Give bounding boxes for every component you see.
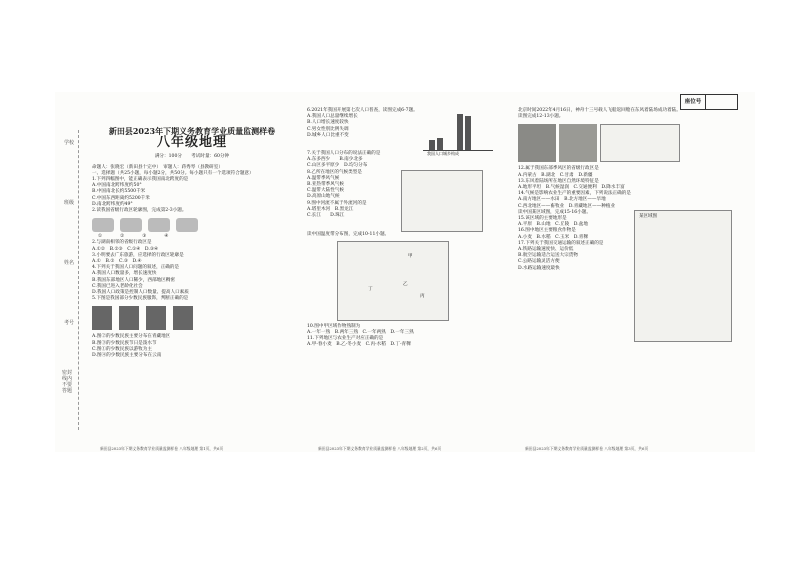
c3-line: 读中国某区域图，完成15-16小题。: [518, 209, 591, 215]
c1-line: B.图③的少数民族节日是泼水节: [92, 340, 157, 346]
c1-line: C.图①的少数民族以游牧为主: [92, 346, 152, 352]
c1-line: B.中国南北长约5500千米: [92, 189, 146, 195]
exam-title: 新田县2023年下期义务教育学业质量监测样卷: [108, 126, 276, 136]
c2-line: 6.2021年我国开展第七次人口普查，读图完成6-7题。: [307, 108, 418, 113]
c3-line: 北京时间2022年4月16日，神舟十三号载人飞船返回舱在东风着陆场成功着陆。: [518, 108, 681, 113]
c2-line: C.长江 D.珠江: [307, 213, 345, 219]
exam-meta: 满分：100分 考试时量：60分钟: [154, 154, 230, 160]
c2-line: D.城乡人口比重不变: [307, 132, 349, 138]
c2-line: C.山区多平原少 D.均匀分布: [307, 163, 368, 169]
c3-line: A.小麦 B.水稻 C.玉米 D.青稞: [518, 234, 588, 240]
c1-line: C.中国东西距离约5200千米: [92, 195, 150, 201]
c2-line: D.高原山地气候: [307, 194, 340, 200]
river-map: [401, 170, 483, 232]
c1-line: 2.与湖南相邻的省级行政区是: [92, 240, 152, 246]
c2-line: C.温带大陆性气候: [307, 188, 344, 194]
c3-line: 17.下列关于我国交通运输的叙述正确的是: [518, 240, 604, 246]
c1-line: 4.下列关于我国人口问题的叙述，正确的是: [92, 265, 180, 271]
c2-line: 9.图中河流不属于外流河的是: [307, 200, 367, 206]
c2-line: 7.关于我国人口分布的说法正确的是: [307, 151, 381, 156]
c2-line: C.男女性别比例失调: [307, 126, 349, 132]
c1-line: 5.下图是我国部分少数民族服饰，判断正确的是: [92, 296, 189, 302]
c3-line: B.航空运输适合运送大宗货物: [518, 253, 578, 259]
c1-line: A.我国人口数量多，增长速度快: [92, 271, 157, 277]
column-2: [307, 108, 502, 443]
c3-line: 读图完成12-13小题。: [518, 114, 564, 120]
c2-line: 10.图中甲区域作物熟制为: [307, 323, 361, 329]
binding-notice: 密封线内不要答题: [62, 370, 73, 394]
c2-line: 读中国温度带分布图，完成10-11小题。: [307, 231, 390, 237]
binding-class: 班级: [63, 200, 74, 206]
c2-line: A.甲-春小麦 B.乙-冬小麦 C.丙-水稻 D.丁-青稞: [307, 342, 411, 348]
c3-line: D.水路运输速度最快: [518, 265, 560, 271]
c3-line: A.平原 B.山地 C.丘陵 D.盆地: [518, 222, 588, 228]
column-1: [92, 108, 292, 443]
location-map: [600, 124, 680, 162]
authors: 命题人：张晓宏（新田县十完中） 审题人：蒋秀琴（县教研室）: [92, 164, 223, 170]
c2-line: B.人口增长速度较快: [307, 120, 349, 126]
c3-line: A.铁路运输速度快、运价低: [518, 247, 574, 253]
c1-line: 2.读我国省级行政区轮廓图，完成第2-3小题。: [92, 208, 187, 214]
c1-line: D.南北跨纬度约49°: [92, 201, 133, 207]
binding-strip: [62, 130, 79, 430]
china-temperature-map: 甲 乙 丙 丁: [337, 241, 449, 321]
c1-line: B.我国东部地区人口稀少，西部地区稠密: [92, 277, 175, 283]
c1-line: 3.小明要去广东旅游，应选择的行政区轮廓是: [92, 252, 184, 258]
c3-line: 12.属于我国东部季风区的省级行政区是: [518, 166, 599, 172]
c2-line: A.一年一熟 B.两年三熟 C.一年两熟 D.一年三熟: [307, 330, 414, 336]
region-map: 某区域图: [634, 210, 732, 342]
c3-line: 14.气候是影响农业生产的重要因素，下列说法正确的是: [518, 191, 631, 197]
binding-name: 姓名: [63, 260, 74, 266]
c2-line: A.温带季风气候: [307, 175, 340, 181]
c1-line: 一、选择题（共25小题，每小题2分，共50分。每小题只有一个选项符合题意）: [92, 170, 254, 176]
capsule-photo: [559, 124, 597, 162]
province-outlines: [92, 218, 292, 232]
population-bar-chart: 我国人口城乡构成: [423, 108, 493, 151]
c1-line: D.我国人口政策是控制人口数量、提高人口素质: [92, 290, 189, 296]
landing-photos: [518, 124, 738, 162]
binding-school: 学校: [63, 140, 74, 146]
c3-line: C.公路运输灵活方便: [518, 259, 560, 265]
c1-line: A.图②的少数民族主要分布在青藏地区: [92, 334, 171, 340]
c2-line: B.亚热带季风气候: [307, 182, 344, 188]
page-footer-2: 新田县2023年下期义务教育学业质量监测样卷 八年级地理 第2页，共6页: [318, 446, 442, 451]
c1-line: A.① B.② C.③ D.④: [92, 259, 142, 265]
flag-photo: [518, 124, 556, 162]
c2-line: 11.下列地区与农业生产对应正确的是: [307, 336, 384, 342]
c3-line: 15.该区域的主要地形是: [518, 216, 567, 222]
c3-line: 16.图中地区主要粮食作物是: [518, 228, 576, 234]
c1-line: 1.下列四幅图中，能正确表示我国南北跨度的是: [92, 177, 189, 183]
page-footer-3: 新田县2023年下期义务教育学业质量监测样卷 八年级地理 第3页，共6页: [525, 446, 649, 451]
c2-line: A.东多西少 B.南少北多: [307, 157, 363, 163]
c3-line: C.西北地区——畜牧业 D.青藏地区——种植业: [518, 203, 616, 209]
province-labels: ① ② ③ ④: [98, 234, 169, 240]
c1-line: C.我国已进入老龄化社会: [92, 283, 143, 289]
c3-line: A.内蒙古 B.湖北 C.甘肃 D.新疆: [518, 172, 593, 178]
c3-line: 13.东风着陆场所在地区自然环境特征是: [518, 178, 599, 184]
c2-line: A.我国人口总量继续增长: [307, 114, 358, 120]
subject-title: 八年级地理: [156, 135, 227, 151]
c3-line: A.地形平坦 B.气候湿润 C.交通便利 D.降水丰富: [518, 185, 625, 191]
page-footer-1: 新田县2023年下期义务教育学业质量监测样卷 八年级地理 第1页，共6页: [100, 446, 224, 451]
c2-line: 8.乙所在地区的气候类型是: [307, 169, 362, 175]
c3-line: A.南方地区——水田 B.北方地区——旱地: [518, 197, 606, 203]
c2-line: A.塔里木河 B.黑龙江: [307, 206, 354, 212]
binding-id: 考号: [63, 320, 74, 326]
column-3: [518, 108, 738, 443]
costume-photos: [92, 306, 292, 330]
c1-line: A.①② B.②③ C.①④ D.③④: [92, 246, 159, 252]
seat-label: 座位号: [681, 95, 706, 109]
c1-line: D.图④的少数民族主要分布在云南: [92, 353, 162, 359]
c1-line: A.中国南北跨纬度约50°: [92, 183, 142, 189]
